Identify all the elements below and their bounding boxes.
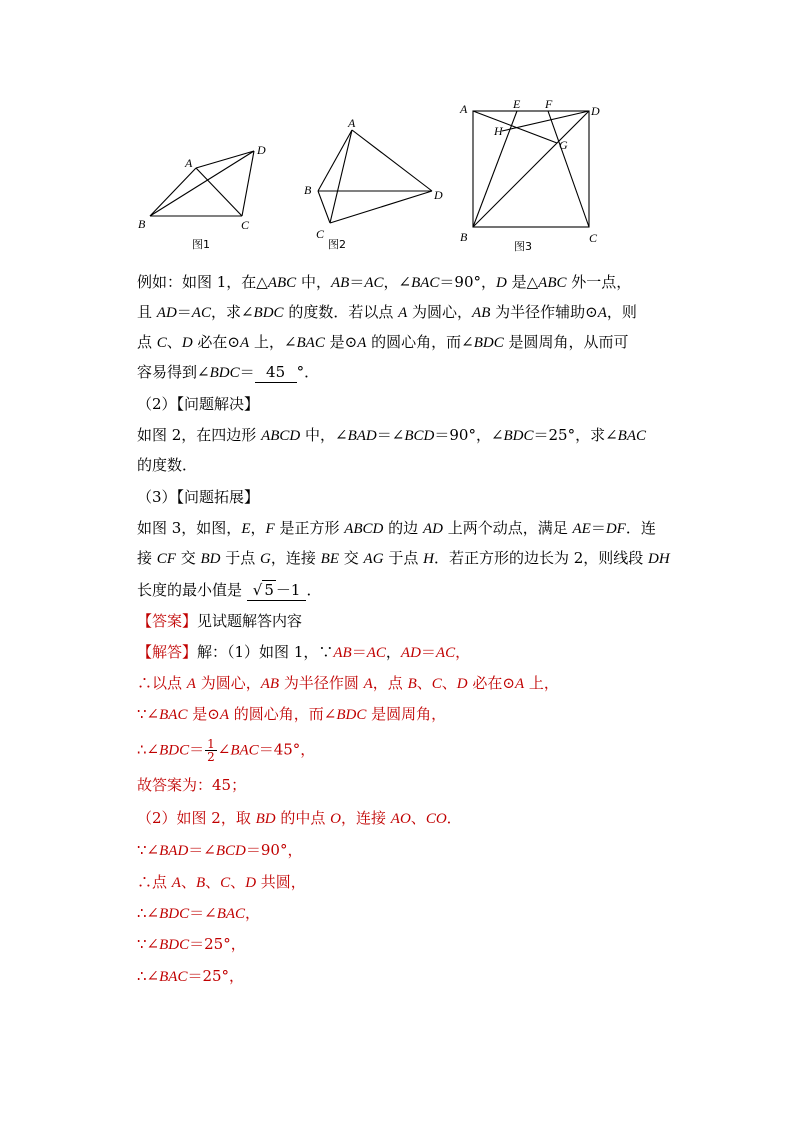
text-run: 容易得到∠ [137, 363, 210, 381]
text-run: AO [390, 811, 411, 827]
text-run: 、 [205, 873, 221, 891]
solution-line-6 [137, 808, 462, 829]
text-run: BAC [617, 428, 647, 444]
text-run: 如图 2，在四边形 [137, 426, 262, 444]
text-run: 如图 3，如图， [137, 519, 242, 537]
text-run: 为半径作圆 [279, 674, 364, 692]
text-run: 必在⊙ [192, 333, 240, 351]
text-run: G [260, 551, 271, 567]
geometry-figures [130, 95, 610, 265]
text-run: ＝ [351, 643, 367, 661]
text-run: AE [572, 521, 591, 537]
solution-line-2 [137, 673, 559, 694]
text-run: 是圆周角， [366, 705, 447, 723]
text-run: C [431, 676, 442, 692]
text-run: ， [250, 519, 266, 537]
text-run: ＝90°， [245, 841, 303, 859]
text-run: 上两个动点，满足 [442, 519, 573, 537]
text-run: A [398, 305, 408, 321]
text-run: 的边 [383, 519, 423, 537]
text-run: 、 [230, 873, 246, 891]
text-run: ABC [538, 275, 567, 291]
text-run: F [265, 521, 275, 537]
text-run: ＝45°， [258, 740, 316, 759]
fig3-caption: 图3 [514, 240, 532, 253]
text-run: BDC [209, 365, 240, 381]
figure-3-lines [473, 111, 589, 227]
text-run: B [195, 875, 206, 891]
fig2-label-c: C [316, 227, 325, 241]
text-run: 为半径作辅助⊙ [490, 303, 598, 321]
text-run: 共圆， [256, 873, 306, 891]
text-run: 交 [339, 549, 364, 567]
solution-line-3 [137, 704, 446, 725]
text-run: ＝∠ [376, 426, 405, 444]
solution-line-9 [137, 903, 260, 924]
text-run: 、 [166, 333, 182, 351]
text-run: ∴∠ [137, 967, 160, 985]
text-run: AB [333, 645, 352, 661]
text-run: ． [306, 581, 322, 599]
text-run: 中， [296, 273, 331, 291]
solution-line-1 [137, 642, 470, 663]
text-run: ∴∠ [137, 904, 160, 922]
solution-line-10 [137, 934, 246, 955]
text-run: ＝ [176, 303, 192, 321]
text-run: ．若正方形的边长为 2，则线段 [433, 549, 649, 567]
text-run: ∴点 [137, 873, 172, 891]
text-run: ， [245, 904, 261, 922]
text-run: √ [252, 581, 263, 599]
text-run: 1 [207, 737, 215, 751]
text-run: 2 [207, 750, 215, 764]
text-run: ＝25°，求∠ [533, 426, 618, 444]
fig2-caption: 图2 [328, 238, 346, 251]
text-run: ∠ [217, 740, 231, 759]
text-run: 是⊙ [187, 705, 220, 723]
text-run: °． [296, 363, 320, 381]
fig1-caption: 图1 [192, 238, 210, 251]
figure-1-lines [150, 151, 254, 216]
text-run: B [407, 676, 417, 692]
line-3 [137, 332, 629, 353]
text-run: CO [425, 811, 447, 827]
text-run: 长度的最小值是 [137, 581, 247, 599]
text-run: D [456, 676, 468, 692]
line-2 [137, 302, 637, 323]
text-run: AG [363, 551, 384, 567]
text-run: BAC [296, 335, 325, 351]
text-run: ∵∠ [137, 935, 160, 953]
text-run: 是⊙ [324, 333, 358, 351]
text-run: BAD [347, 428, 377, 444]
text-run: BCD [404, 428, 435, 444]
text-run: 解：（1）如图 1，∵ [197, 643, 334, 661]
text-run: 中，∠ [300, 426, 348, 444]
fig3-label-a: A [460, 102, 468, 116]
text-run: ＝ [239, 363, 255, 381]
solution-line-7 [137, 840, 302, 861]
text-run: 、 [410, 809, 426, 827]
text-run: 交 [175, 549, 201, 567]
fig1-label-d: D [257, 143, 266, 157]
text-run: AD [156, 305, 177, 321]
figures-row [130, 95, 610, 265]
text-run: A [363, 676, 373, 692]
text-run: AD [422, 521, 443, 537]
text-run: A [597, 305, 607, 321]
fig3-label-g: G [559, 138, 568, 152]
text-run: BDC [159, 742, 190, 759]
section-2-heading: （2）【问题解决】 [137, 395, 260, 413]
line-9 [137, 518, 656, 539]
text-run: BDC [336, 707, 367, 723]
text-run: AC [435, 645, 456, 661]
text-run: 是△ [506, 273, 539, 291]
text-run: 5 [264, 581, 274, 599]
text-run: 的度数．若以点 [283, 303, 399, 321]
text-run: ， [455, 643, 471, 661]
text-run: BAC [216, 906, 246, 922]
fig2-label-d: D [434, 188, 443, 202]
line-10 [137, 548, 670, 569]
text-run: 、 [180, 873, 196, 891]
text-run: 于点 [220, 549, 261, 567]
text-run: 例如：如图 1，在△ [137, 273, 268, 291]
answer-blank-2 [247, 580, 307, 601]
text-run: ．连 [625, 519, 656, 537]
text-run: ＝25°， [189, 935, 246, 953]
text-run: H [423, 551, 434, 567]
text-run: ， [385, 643, 401, 661]
fig3-label-b: B [460, 230, 468, 244]
text-run: C [156, 335, 167, 351]
text-run: BDC [159, 906, 190, 922]
line-6 [137, 425, 646, 446]
text-run: ，点 [372, 674, 408, 692]
text-run: ∴∠ [137, 740, 160, 759]
solution-line-8 [137, 872, 306, 893]
fig1-label-b: B [138, 217, 146, 231]
text-run: ABCD [261, 428, 301, 444]
text-run: 【答案】 [137, 612, 198, 630]
text-run: ＝∠ [189, 904, 217, 922]
text-run: ABCD [344, 521, 384, 537]
text-run: AB [260, 676, 280, 692]
text-run: 是正方形 [274, 519, 345, 537]
solution-line-4 [137, 738, 315, 763]
text-run: 于点 [383, 549, 424, 567]
text-run: BAC [411, 275, 440, 291]
text-run: ，连接 [270, 549, 321, 567]
text-run: －1 [275, 581, 301, 599]
figure-2-lines [318, 130, 432, 223]
text-run: 为圆心， [407, 303, 473, 321]
text-run: 、 [416, 674, 432, 692]
fraction-one-half [205, 738, 217, 763]
line-1 [137, 272, 631, 293]
text-run: 见试题解答内容 [197, 612, 303, 630]
text-run: A [219, 707, 229, 723]
solution-line-5: 故答案为：45； [137, 776, 247, 794]
text-run: ＝ [189, 740, 205, 759]
text-run: A [357, 335, 367, 351]
text-run: （2）如图 2，取 [137, 809, 256, 827]
fig1-label-c: C [241, 218, 250, 232]
text-run: D [245, 875, 257, 891]
text-run: BAC [159, 707, 188, 723]
text-run: 为圆心， [195, 674, 261, 692]
text-run: 外一点， [566, 273, 632, 291]
text-run: BAC [230, 742, 259, 759]
text-run: O [330, 811, 342, 827]
text-run: 、 [441, 674, 457, 692]
text-run: 【解答】 [137, 643, 198, 661]
text-run: BAD [159, 843, 189, 859]
text-run: ＝ [590, 519, 606, 537]
line-4 [137, 362, 319, 383]
text-run: 的圆心角，而∠ [366, 333, 474, 351]
text-run: ∵∠ [137, 705, 160, 723]
text-run: 的中点 [275, 809, 331, 827]
text-run: AB [330, 275, 350, 291]
fig2-label-b: B [304, 183, 312, 197]
text-run: BE [320, 551, 339, 567]
text-run: AC [366, 645, 386, 661]
text-run: ＝∠ [188, 841, 216, 859]
text-run: ＝90°，∠ [434, 426, 504, 444]
text-run: ，∠ [383, 273, 412, 291]
text-run: ，连接 [341, 809, 391, 827]
text-run: BDC [503, 428, 534, 444]
text-run: 必在⊙ [467, 674, 515, 692]
fig2-label-a: A [348, 116, 356, 130]
text-run: ，则 [606, 303, 637, 321]
text-run: ． [446, 809, 462, 827]
text-run: BCD [215, 843, 246, 859]
text-run: BDC [253, 305, 284, 321]
text-run: D [181, 335, 193, 351]
text-run: E [241, 521, 251, 537]
text-run: BDC [159, 937, 190, 953]
fig3-label-d: D [591, 104, 600, 118]
section-3-heading: （3）【问题拓展】 [137, 488, 260, 506]
text-run: ∵∠ [137, 841, 160, 859]
answer-line [137, 611, 302, 631]
fig3-label-h: H [494, 124, 503, 138]
fig3-label-f: F [545, 97, 553, 111]
text-run: ABC [267, 275, 297, 291]
text-run: DF [605, 521, 626, 537]
text-run: CF [156, 551, 176, 567]
text-run: AC [364, 275, 384, 291]
text-run: 上，∠ [249, 333, 297, 351]
text-run: ＝ [349, 273, 365, 291]
answer-blank-1: 45 [255, 362, 297, 383]
text-run: AD [400, 645, 421, 661]
text-run: BDC [473, 335, 504, 351]
text-run: ，求∠ [210, 303, 254, 321]
text-run: BD [200, 551, 221, 567]
text-run: 点 [137, 333, 157, 351]
text-run: C [220, 875, 231, 891]
text-run: BD [255, 811, 276, 827]
line-7: 的度数． [137, 456, 198, 474]
text-run: ＝25°， [187, 967, 245, 985]
text-run: 且 [137, 303, 157, 321]
text-run: A [186, 676, 196, 692]
fig3-label-c: C [589, 231, 598, 245]
line-11 [137, 580, 321, 601]
text-run: A [171, 875, 181, 891]
text-run: D [496, 275, 507, 291]
text-run: A [240, 335, 250, 351]
text-run: BAC [159, 969, 188, 985]
text-run: ＝ [420, 643, 436, 661]
text-run: AC [191, 305, 211, 321]
text-run: AB [472, 305, 491, 321]
text-run: ∴以点 [137, 674, 187, 692]
text-run: 上， [524, 674, 559, 692]
text-run: DH [648, 551, 670, 567]
text-run: A [514, 676, 525, 692]
text-run: ＝90°， [439, 273, 497, 291]
fig1-label-a: A [185, 156, 193, 170]
solution-line-11 [137, 966, 244, 987]
fig3-label-e: E [513, 97, 521, 111]
text-run: 的圆心角，而∠ [228, 705, 337, 723]
text-run: 接 [137, 549, 157, 567]
text-run: 是圆周角，从而可 [503, 333, 629, 351]
